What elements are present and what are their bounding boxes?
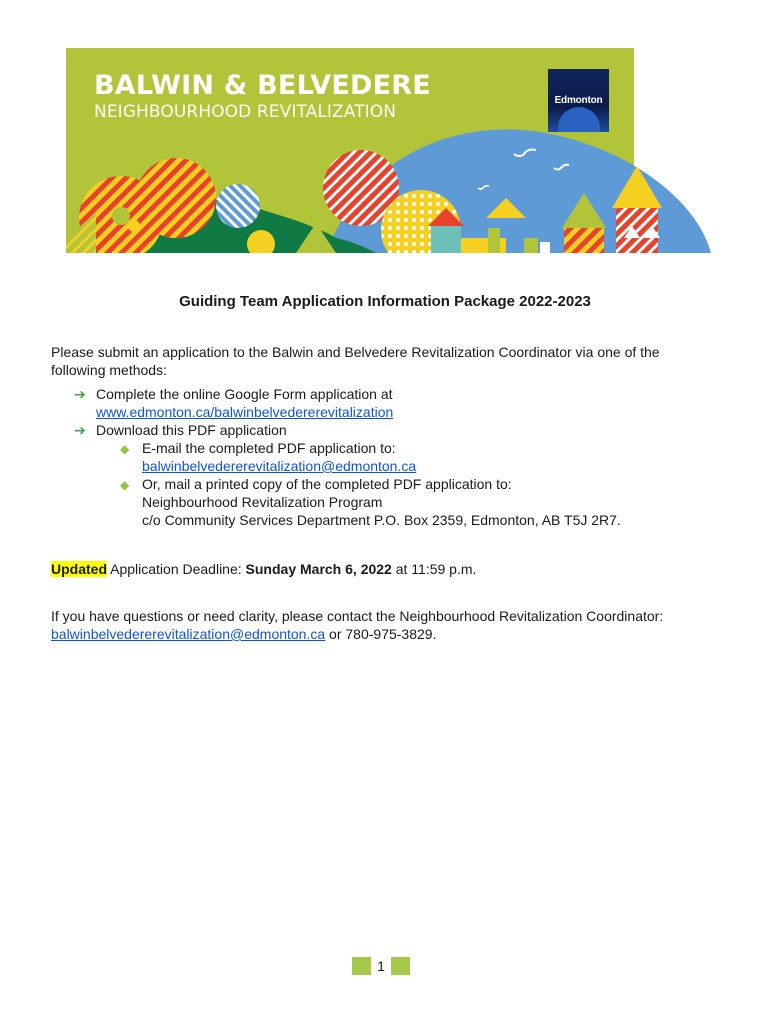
email-link[interactable]: balwinbelvedererevitalization@edmonton.ca	[142, 458, 417, 474]
deadline-line	[51, 560, 476, 578]
intro-line-2: following methods:	[51, 362, 167, 378]
option-email-text: E-mail the completed PDF application to:	[142, 440, 396, 456]
mail-address-line-2: c/o Community Services Department P.O. Box 2359, Edmonton, AB T5J 2R7.	[142, 512, 621, 528]
diamond-bullet-icon: ◆	[120, 442, 130, 456]
deadline-label: Application Deadline:	[107, 561, 246, 577]
footer-square-right	[391, 957, 410, 975]
contact-line-2	[51, 625, 663, 643]
deadline-date: Sunday March 6, 2022	[245, 561, 392, 577]
contact-phone: or 780-975-3829.	[325, 626, 437, 642]
mail-address-line-1: Neighbourhood Revitalization Program	[142, 494, 383, 510]
method-item-online	[74, 385, 621, 403]
page-footer	[352, 957, 410, 975]
footer-square-left	[352, 957, 371, 975]
updated-label: Updated	[51, 561, 107, 577]
intro-paragraph	[51, 343, 660, 379]
contact-line-1: If you have questions or need clarity, please contact the Neighbourhood Revitalization Coordinator:	[51, 608, 664, 624]
option-mail-text: Or, mail a printed copy of the completed PDF application to:	[142, 476, 512, 492]
diamond-bullet-icon: ◆	[120, 478, 130, 492]
logo-dome-shape	[558, 107, 600, 132]
logo-text: Edmonton	[554, 95, 603, 106]
method-online-text: Complete the online Google Form application at	[96, 386, 393, 402]
banner-subtitle: NEIGHBOURHOOD REVITALIZATION	[94, 102, 397, 122]
intro-line-1: Please submit an application to the Balwin and Belvedere Revitalization Coordinator via one of the	[51, 344, 660, 360]
methods-list	[74, 385, 621, 529]
option-item-email	[74, 439, 621, 457]
option-email-link-row	[74, 457, 621, 475]
contact-email-link[interactable]: balwinbelvedererevitalization@edmonton.ca	[51, 626, 326, 642]
method-download-text: Download this PDF application	[96, 422, 287, 438]
option-item-mail	[74, 475, 621, 493]
online-form-link[interactable]: www.edmonton.ca/balwinbelvedererevitalization	[96, 404, 394, 420]
method-online-link-row	[74, 403, 621, 421]
header-banner	[26, 48, 711, 253]
edmonton-logo	[548, 69, 609, 132]
deadline-time: at 11:59 p.m.	[391, 561, 477, 577]
method-item-download	[74, 421, 621, 439]
arrow-right-icon: ➔	[74, 422, 86, 438]
arrow-right-icon: ➔	[74, 386, 86, 402]
banner-title: BALWIN & BELVEDERE	[94, 70, 431, 101]
page-number: 1	[377, 958, 385, 974]
page-title: Guiding Team Application Information Package 2022-2023	[179, 293, 591, 310]
contact-paragraph	[51, 607, 663, 643]
